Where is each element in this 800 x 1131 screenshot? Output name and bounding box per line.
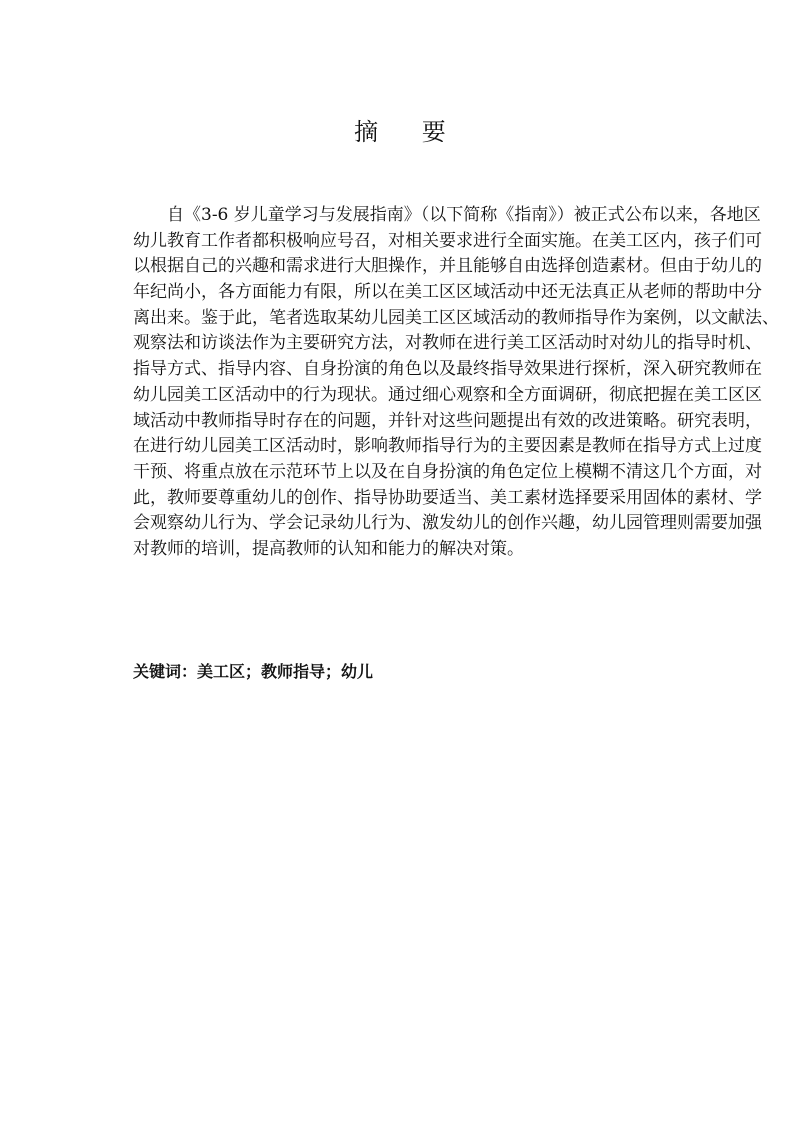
abstract-line: 离出来。鉴于此，笔者选取某幼儿园美工区区域活动的教师指导作为案例，以文献法、	[133, 307, 779, 328]
abstract-line: 在进行幼儿园美工区活动时，影响教师指导行为的主要因素是教师在指导方式上过度	[133, 436, 762, 457]
abstract-line: 会观察幼儿行为、学会记录幼儿行为、激发幼儿的创作兴趣，幼儿园管理则需要加强	[133, 513, 762, 534]
abstract-line: 此，教师要尊重幼儿的创作、指导协助要适当、美工素材选择要采用固体的素材、学	[133, 487, 762, 508]
abstract-line: 幼儿园美工区活动中的行为现状。通过细心观察和全方面调研，彻底把握在美工区区	[133, 384, 762, 405]
keywords: 关键词：美工区；教师指导；幼儿	[133, 662, 374, 681]
abstract-line: 年纪尚小，各方面能力有限，所以在美工区区域活动中还无法真正从老师的帮助中分	[133, 282, 762, 303]
abstract-line: 幼儿教育工作者都积极响应号召，对相关要求进行全面实施。在美工区内，孩子们可	[133, 230, 762, 251]
abstract-line: 对教师的培训，提高教师的认知和能力的解决对策。	[133, 538, 524, 559]
abstract-line: 域活动中教师指导时存在的问题，并针对这些问题提出有效的改进策略。研究表明，	[133, 410, 762, 431]
page-title: 摘 要	[354, 118, 464, 146]
abstract-line: 以根据自己的兴趣和需求进行大胆操作，并且能够自由选择创造素材。但由于幼儿的	[133, 256, 762, 277]
abstract-body	[133, 203, 779, 563]
abstract-line: 自《3-6 岁儿童学习与发展指南》（以下简称《指南》）被正式公布以来，各地区	[167, 205, 761, 225]
abstract-line: 干预、将重点放在示范环节上以及在自身扮演的角色定位上模糊不清这几个方面，对	[133, 461, 762, 482]
abstract-line: 观察法和访谈法作为主要研究方法，对教师在进行美工区活动时对幼儿的指导时机、	[133, 333, 762, 354]
abstract-line: 指导方式、指导内容、自身扮演的角色以及最终指导效果进行探析，深入研究教师在	[133, 359, 762, 380]
